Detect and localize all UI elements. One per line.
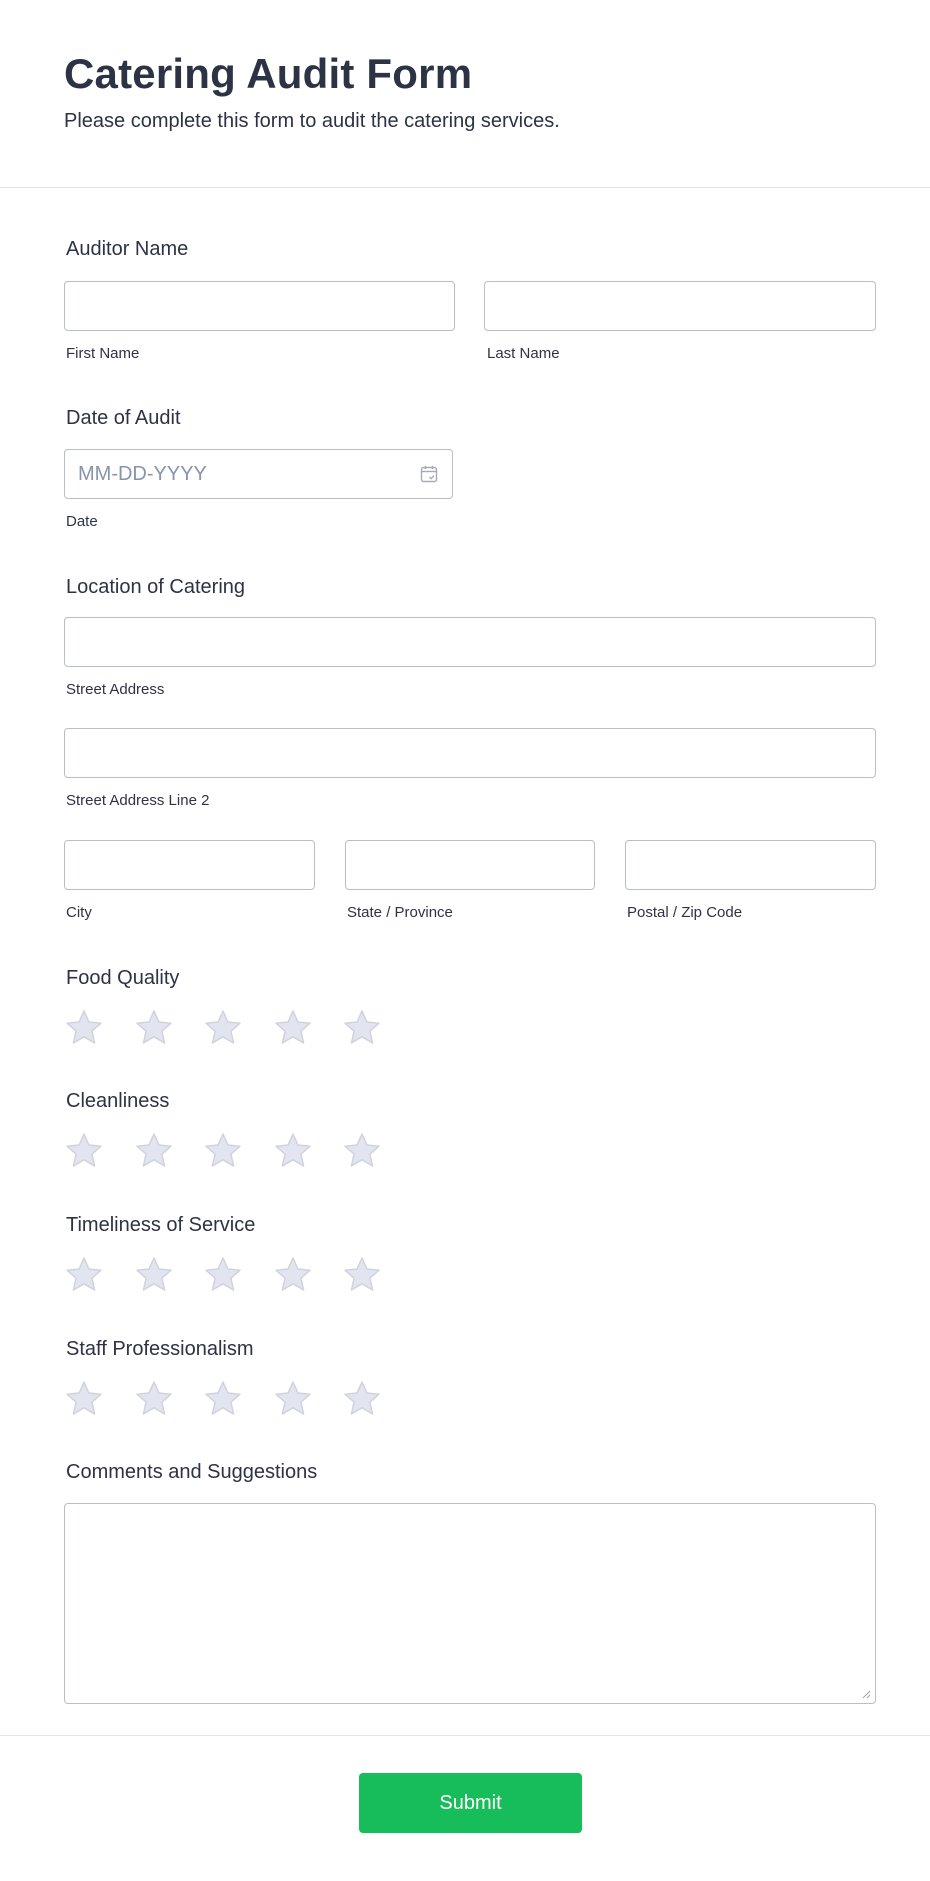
first-name-sublabel: First Name	[66, 345, 140, 362]
star-icon[interactable]	[273, 1379, 313, 1419]
date-input[interactable]	[64, 449, 453, 499]
date-sublabel: Date	[66, 513, 98, 530]
form-title: Catering Audit Form	[64, 50, 473, 97]
star-icon[interactable]	[134, 1131, 174, 1171]
date-of-audit-label: Date of Audit	[66, 407, 181, 429]
star-icon[interactable]	[64, 1255, 104, 1295]
calendar-icon[interactable]	[420, 465, 438, 483]
star-icon[interactable]	[203, 1008, 243, 1048]
star-icon[interactable]	[273, 1008, 313, 1048]
resize-handle-icon[interactable]	[861, 1689, 871, 1699]
last-name-sublabel: Last Name	[487, 345, 560, 362]
star-icon[interactable]	[342, 1379, 382, 1419]
star-icon[interactable]	[273, 1131, 313, 1171]
star-icon[interactable]	[273, 1255, 313, 1295]
cleanliness-label: Cleanliness	[66, 1090, 170, 1112]
last-name-input[interactable]	[484, 281, 876, 331]
form-header	[0, 0, 930, 188]
city-sublabel: City	[66, 904, 92, 921]
submit-button[interactable]: Submit	[359, 1773, 582, 1833]
postal-code-sublabel: Postal / Zip Code	[627, 904, 743, 921]
first-name-input[interactable]	[64, 281, 455, 331]
location-label: Location of Catering	[66, 576, 246, 598]
street-address-input[interactable]	[64, 617, 876, 667]
comments-textarea[interactable]	[64, 1503, 876, 1704]
star-icon[interactable]	[134, 1008, 174, 1048]
food-quality-label: Food Quality	[66, 967, 180, 989]
star-icon[interactable]	[342, 1131, 382, 1171]
date-placeholder: MM-DD-YYYY	[78, 463, 207, 485]
street-address-line2-sublabel: Street Address Line 2	[66, 792, 210, 809]
city-input[interactable]	[64, 840, 315, 890]
state-province-input[interactable]	[345, 840, 595, 890]
street-address-sublabel: Street Address	[66, 681, 165, 698]
star-icon[interactable]	[203, 1131, 243, 1171]
star-icon[interactable]	[342, 1255, 382, 1295]
footer-divider	[0, 1735, 930, 1736]
timeliness-label: Timeliness of Service	[66, 1214, 256, 1236]
star-icon[interactable]	[203, 1379, 243, 1419]
comments-label: Comments and Suggestions	[66, 1461, 318, 1483]
star-icon[interactable]	[134, 1379, 174, 1419]
star-icon[interactable]	[64, 1379, 104, 1419]
star-icon[interactable]	[342, 1008, 382, 1048]
auditor-name-label: Auditor Name	[66, 238, 189, 260]
star-icon[interactable]	[64, 1131, 104, 1171]
star-icon[interactable]	[134, 1255, 174, 1295]
star-icon[interactable]	[64, 1008, 104, 1048]
street-address-line2-input[interactable]	[64, 728, 876, 778]
staff-professionalism-label: Staff Professionalism	[66, 1338, 254, 1360]
star-icon[interactable]	[203, 1255, 243, 1295]
state-province-sublabel: State / Province	[347, 904, 453, 921]
postal-code-input[interactable]	[625, 840, 876, 890]
form-subtitle: Please complete this form to audit the catering services.	[64, 110, 560, 132]
